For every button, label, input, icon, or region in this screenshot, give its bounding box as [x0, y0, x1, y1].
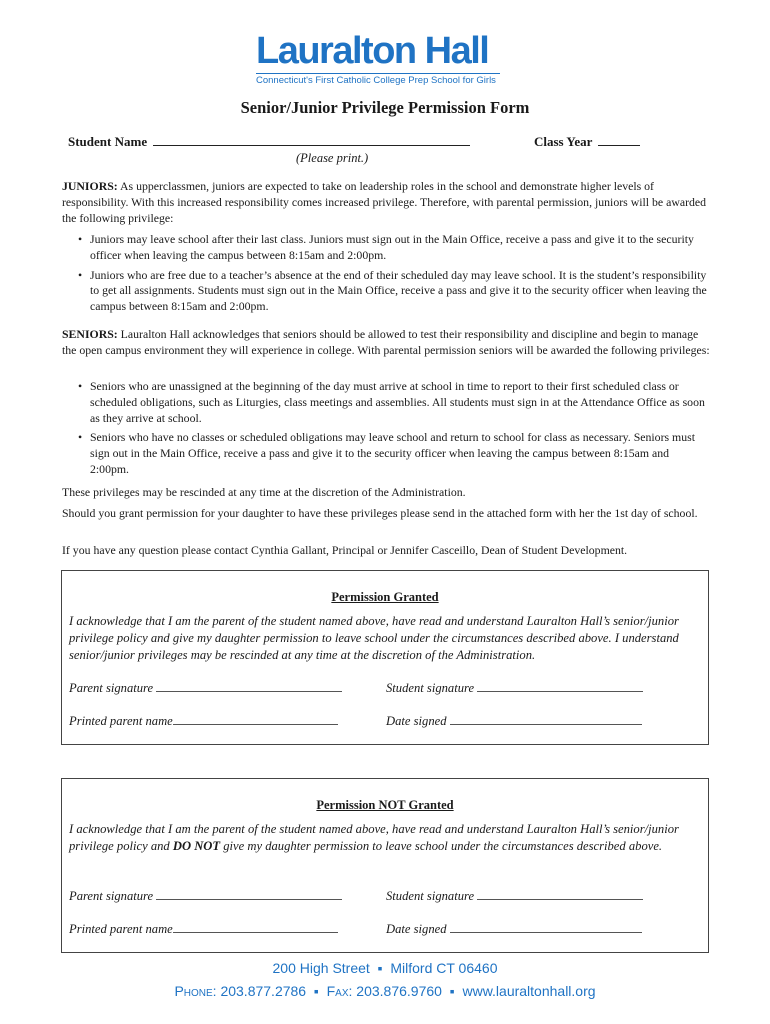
parent-signature-field[interactable] — [156, 679, 342, 692]
contact-note: If you have any question please contact Cynthia Gallant, Principal or Jennifer Casceillo, Dean of Student Development. — [62, 543, 628, 557]
list-item: • Seniors who have no classes or scheduled obligations may leave school and return to school for class as necessary. Seniors must sign out in the Main Office, receive a pass and give it to the security officer when leaving the campus between 8:15am and 2:00pm. — [78, 430, 708, 477]
printed-parent-name-field[interactable] — [173, 712, 338, 725]
date-signed-label: Date signed — [386, 714, 447, 728]
do-not-emphasis: DO NOT — [172, 839, 221, 853]
parent-signature-label: Parent signature — [69, 889, 154, 903]
permission-not-granted-text — [69, 821, 705, 855]
granted-parent-signature — [69, 679, 342, 696]
address-city: Milford CT — [390, 960, 455, 976]
date-signed-field[interactable] — [450, 920, 642, 933]
fax-number: 203.876.9760 — [356, 983, 442, 999]
class-year-label: Class Year — [534, 134, 593, 149]
not-granted-parent-signature — [69, 887, 342, 904]
footer-separator: ▪ — [377, 960, 383, 976]
student-signature-label: Student signature — [386, 889, 475, 903]
permission-not-granted-box — [61, 778, 709, 953]
date-signed-field[interactable] — [450, 712, 642, 725]
seniors-intro-text: Lauralton Hall acknowledges that seniors should be allowed to test their responsibility and discipline and begin to manage the open campus environment they will experience in college. With parental permission seniors will be awarded the following privileges: — [62, 327, 710, 357]
juniors-intro — [62, 179, 712, 226]
student-signature-field[interactable] — [477, 887, 643, 900]
footer-separator: ▪ — [449, 983, 455, 999]
juniors-label: JUNIORS: — [62, 179, 118, 193]
rescind-note: These privileges may be rescinded at any time at the discretion of the Administration. — [62, 485, 466, 499]
student-signature-field[interactable] — [477, 679, 643, 692]
print-hint: (Please print.) — [296, 151, 369, 165]
student-signature-label: Student signature — [386, 681, 475, 695]
footer-address — [0, 960, 770, 976]
not-granted-text-end: give my daughter permission to leave school under the circumstances described above. — [220, 839, 663, 853]
phone-number: 203.877.2786 — [220, 983, 307, 999]
parent-signature-label: Parent signature — [69, 681, 154, 695]
printed-parent-name-label: Printed parent name — [69, 714, 173, 728]
not-granted-text-start: I acknowledge that I am the parent of the student named above, have read and understand Lauralton Hall’s senior/junior privilege policy and — [69, 822, 679, 853]
permission-granted-box — [61, 570, 709, 745]
granted-date-signed — [386, 712, 642, 729]
fax-label: Fax: — [326, 983, 353, 999]
parent-signature-field[interactable] — [156, 887, 342, 900]
printed-parent-name-label: Printed parent name — [69, 922, 173, 936]
date-signed-label: Date signed — [386, 922, 447, 936]
class-year-group — [534, 134, 640, 150]
logo-rule — [256, 73, 500, 74]
list-item: • Seniors who are unassigned at the beginning of the day must arrive at school in time to report to their first scheduled class or scheduled obligations, such as Liturgies, class meetings and assemblies. All students must sign in at the Attendance Office as soon as they arrive at school. — [78, 379, 708, 426]
form-title: Senior/Junior Privilege Permission Form — [240, 98, 530, 117]
permission-granted-heading: Permission Granted — [331, 590, 439, 604]
juniors-intro-text: As upperclassmen, juniors are expected to take on leadership roles in the school and demonstrate higher levels of responsibility. With this increased responsibility comes increased privilege. Therefore, with parental permission, juniors will be awarded the following privilege: — [62, 179, 707, 225]
footer-contact — [0, 983, 770, 999]
permission-granted-text: I acknowledge that I am the parent of the student named above, have read and understand Lauralton Hall’s senior/junior privilege policy and give my daughter permission to leave school under the circumstances described above. I understand senior/junior privileges may be rescinded at any time at the discretion of the Administration. — [69, 614, 679, 662]
permission-not-granted-heading: Permission NOT Granted — [316, 798, 454, 812]
address-number: 200 — [272, 960, 296, 976]
address-street: High Street — [299, 960, 370, 976]
seniors-privileges-list — [78, 379, 708, 482]
juniors-privileges-list — [78, 232, 708, 319]
class-year-field[interactable] — [598, 134, 640, 146]
seniors-intro — [62, 327, 712, 359]
grant-note: Should you grant permission for your daughter to have these privileges please send in the attached form with her the 1st day of school. — [62, 506, 698, 520]
address-zip: 06460 — [458, 960, 498, 976]
not-granted-printed-name — [69, 920, 338, 937]
phone-label: Phone: — [174, 983, 217, 999]
list-item: • Juniors who are free due to a teacher’s absence at the end of their scheduled day may leave school. It is the student’s responsibility to get all assignments. Students must sign out in the Main Office, receive a pass and give it to the security officer when leaving the campus between 8:15am and 2:00pm. — [78, 268, 708, 315]
not-granted-student-signature — [386, 887, 643, 904]
student-info-row — [68, 134, 708, 150]
granted-printed-name — [69, 712, 338, 729]
footer-separator: ▪ — [313, 983, 319, 999]
student-name-field[interactable] — [153, 134, 470, 146]
list-item: • Juniors may leave school after their last class. Juniors must sign out in the Main Office, receive a pass and give it to the security officer when leaving the campus between 8:15am and 2:00pm. — [78, 232, 708, 264]
granted-student-signature — [386, 679, 643, 696]
not-granted-date-signed — [386, 920, 642, 937]
printed-parent-name-field[interactable] — [173, 920, 338, 933]
website-link[interactable]: www.lauraltonhall.org — [462, 983, 596, 999]
logo-tagline: Connecticut's First Catholic College Prep School for Girls — [256, 75, 496, 86]
logo-wordmark: Lauralton Hall — [256, 30, 489, 72]
seniors-label: SENIORS: — [62, 327, 118, 341]
school-logo — [256, 30, 506, 86]
student-name-label: Student Name — [68, 134, 148, 149]
